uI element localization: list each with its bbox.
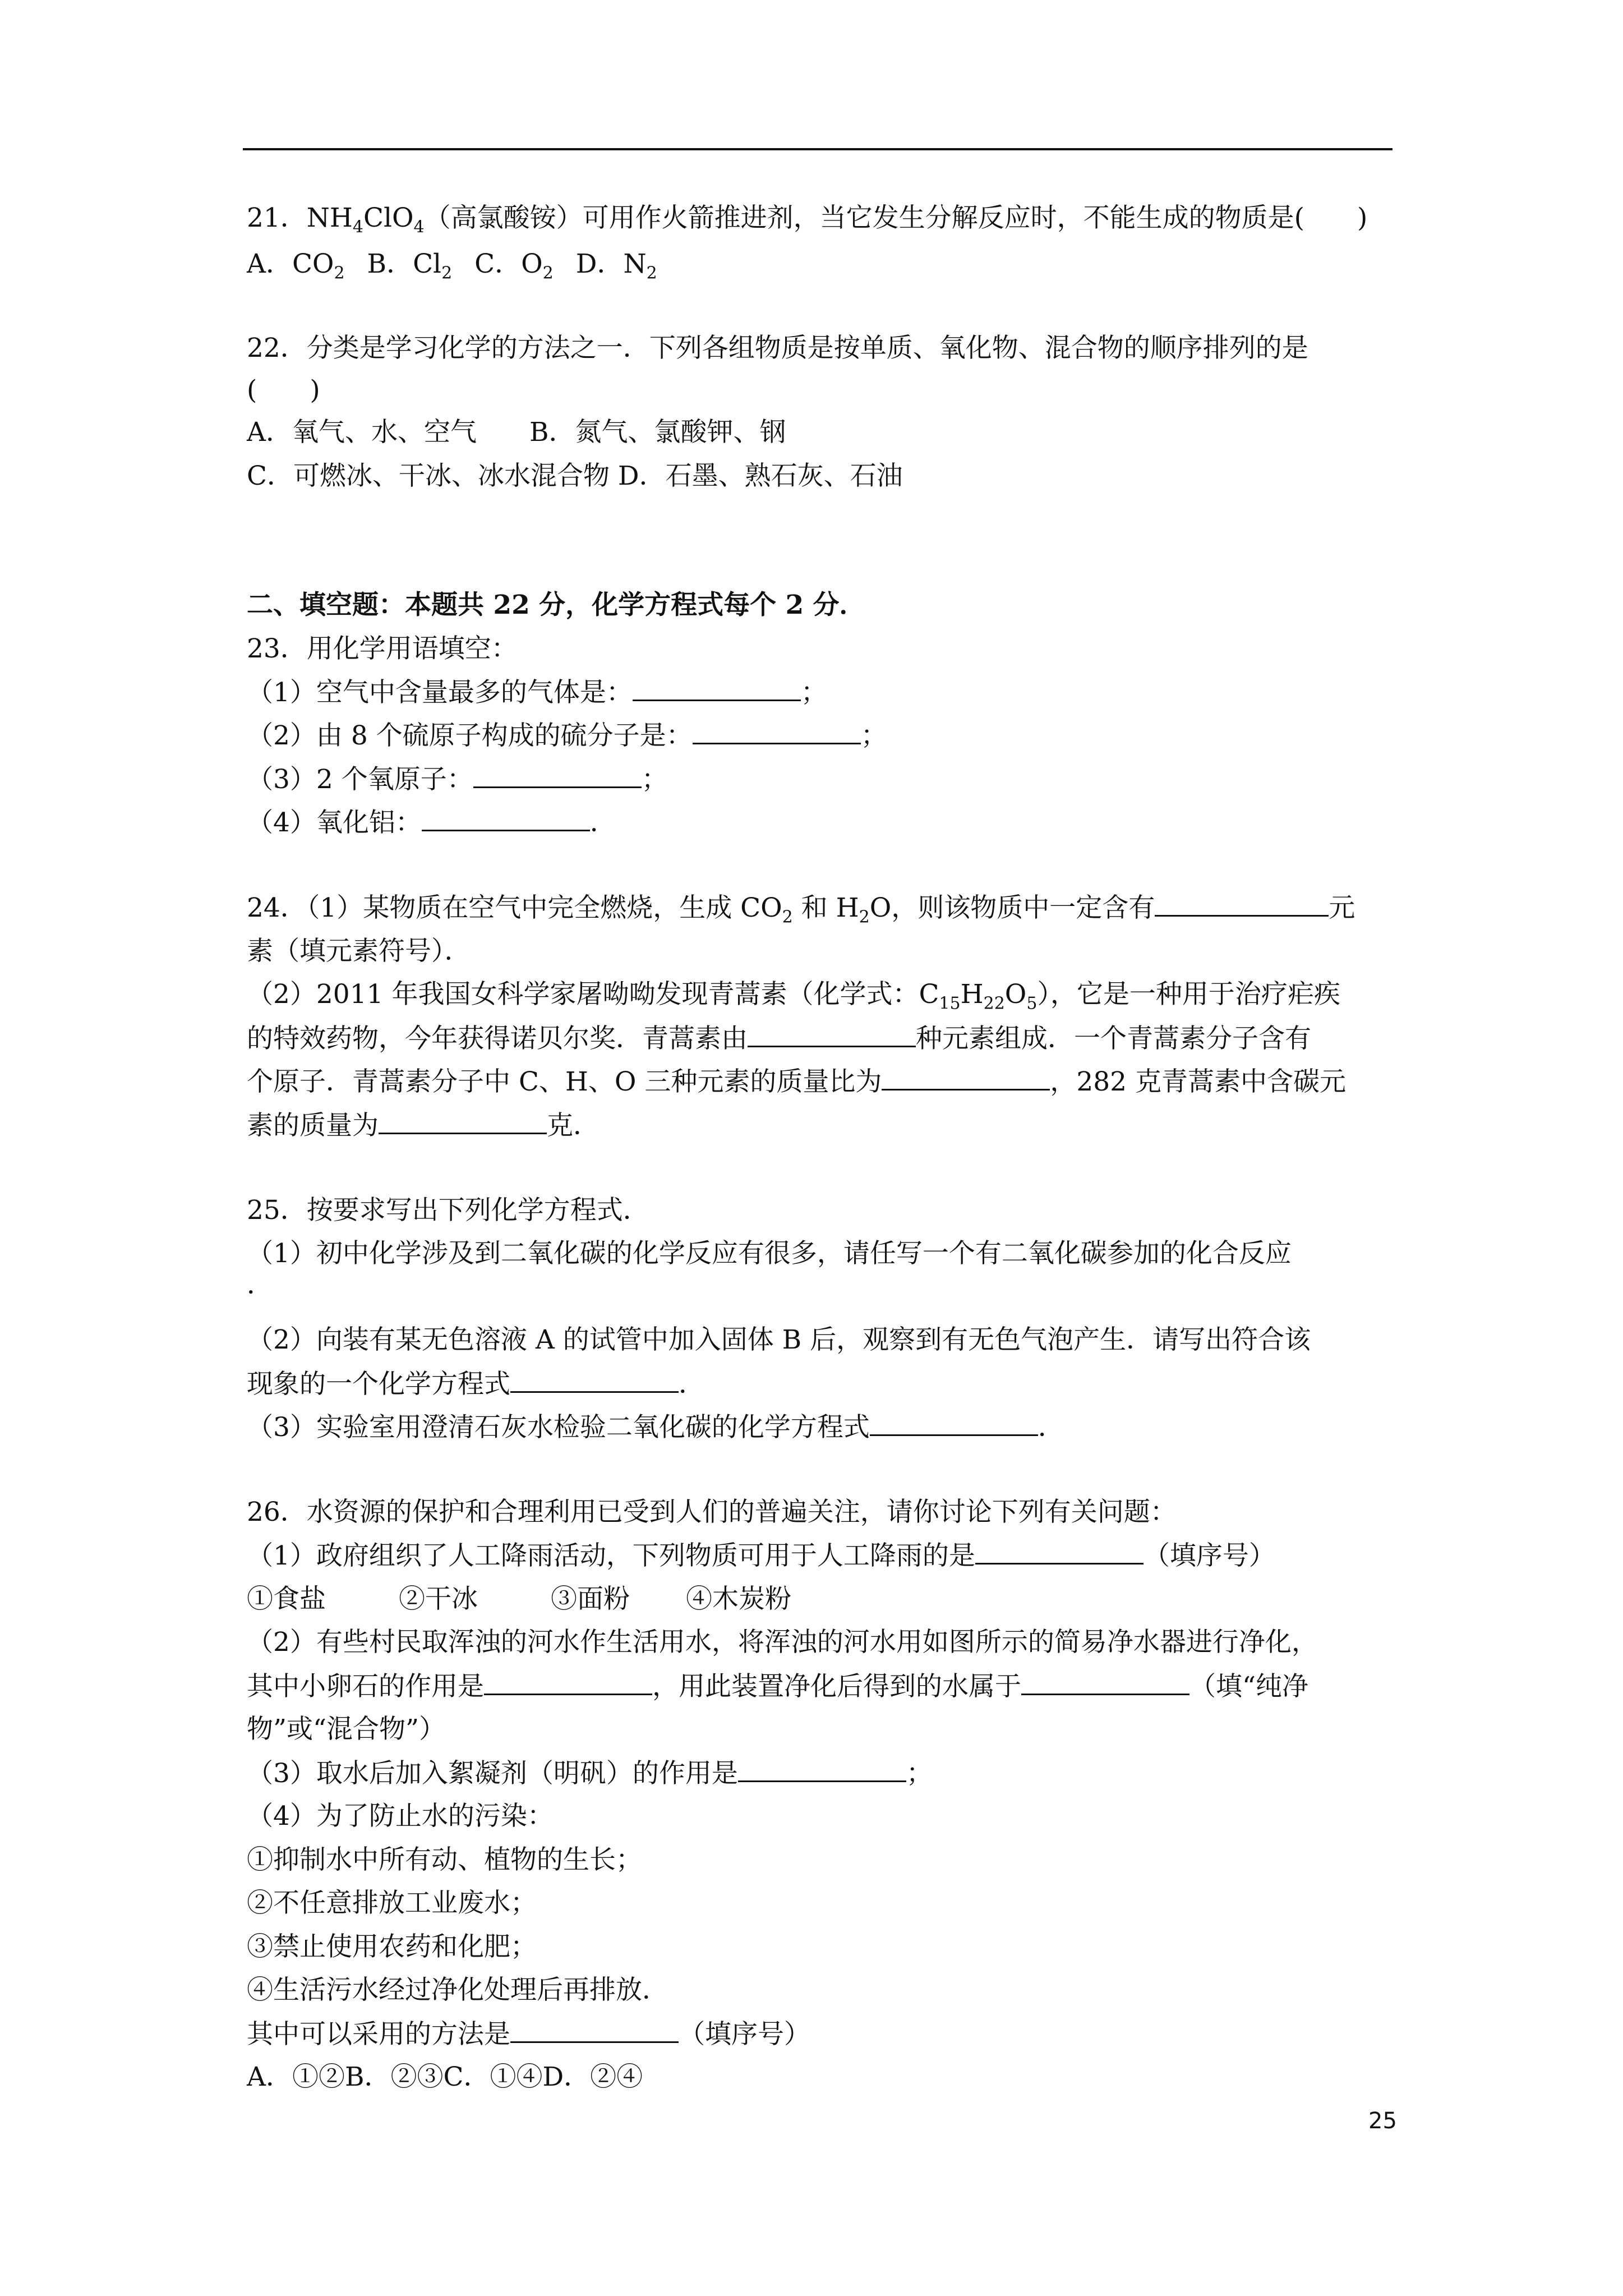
answer-blank[interactable] <box>510 2017 679 2043</box>
q22-options-ab: A．氧气、水、空气 B．氮气、氯酸钾、钢 <box>247 417 786 448</box>
q26-part1-options: ①食盐 ②干冰 ③面粉 ④木炭粉 <box>247 1584 791 1614</box>
q26-method-2: ②不任意排放工业废水； <box>247 1888 537 1918</box>
q26-method-3: ③禁止使用农药和化肥； <box>247 1931 537 1962</box>
q26-options: A．①②B．②③C．①④D．②④ <box>247 2062 643 2092</box>
q25-part1-end: ． <box>247 1269 273 1300</box>
q24-line2: 素（填元素符号）． <box>247 936 471 967</box>
q21-options: A．$CO_2$ B．$Cl_2$ C．$O_2$ D．$N_2$ <box>247 249 657 283</box>
q23-part3: （3）2 个氧原子： ； <box>247 762 1396 797</box>
q26-method-4: ④生活污水经过净化处理后再排放． <box>247 1975 668 2005</box>
q22-stem: 22．分类是学习化学的方法之一．下列各组物质是按单质、氧化物、混合物的顺序排列的是 <box>247 333 1308 364</box>
q24-line1: 24．（1）某物质在空气中完全燃烧，生成 $CO_2$ 和 $H_2O$，则该物质中一定含有 元 <box>247 890 1396 925</box>
answer-blank[interactable] <box>693 718 861 744</box>
answer-blank[interactable] <box>379 1108 547 1134</box>
q24-line3: （2）2011 年我国女科学家屠呦呦发现青蒿素（化学式：$C_{15}H_{22}O_5$），它是一种用于治疗疟疾 <box>247 979 1340 1014</box>
q25-part2b: 现象的一个化学方程式 ． <box>247 1366 1396 1401</box>
q23-part1: （1）空气中含量最多的气体是： ； <box>247 675 1396 710</box>
q25-part3: （3）实验室用澄清石灰水检验二氧化碳的化学方程式 ． <box>247 1410 1396 1444</box>
q26-part4: （4）为了防止水的污染： <box>247 1801 554 1832</box>
answer-blank[interactable] <box>633 675 801 701</box>
q26-part2: （2）有些村民取浑浊的河水作生活用水，将浑浊的河水用如图所示的简易净水器进行净化， <box>247 1627 1318 1658</box>
q25-part2: （2）向装有某无色溶液 A 的试管中加入固体 B 后，观察到有无色气泡产生．请写出符合该 <box>247 1324 1311 1355</box>
answer-blank[interactable] <box>738 1756 906 1782</box>
header-rule <box>243 148 1393 150</box>
answer-blank[interactable] <box>882 1064 1050 1091</box>
answer-blank[interactable] <box>1021 1669 1189 1695</box>
q26-part2b: 其中小卵石的作用是 ，用此装置净化后得到的水属于 （填“纯净 <box>247 1669 1396 1704</box>
answer-blank[interactable] <box>1155 890 1329 917</box>
q23-part2: （2）由 8 个硫原子构成的硫分子是： ； <box>247 718 1396 753</box>
answer-blank[interactable] <box>422 805 590 831</box>
q26-part2c: 物”或“混合物”） <box>247 1714 446 1745</box>
q26-ask: 其中可以采用的方法是 （填序号） <box>247 2017 1396 2051</box>
answer-blank[interactable] <box>748 1021 916 1047</box>
answer-blank[interactable] <box>870 1410 1038 1436</box>
page-number: 25 <box>1368 2108 1397 2134</box>
q26-part3: （3）取水后加入絮凝剂（明矾）的作用是 ； <box>247 1756 1396 1791</box>
q24-line5: 个原子．青蒿素分子中 C、H、O 三种元素的质量比为 ，282 克青蒿素中含碳元 <box>247 1064 1396 1099</box>
q23-part4: （4）氧化铝： ． <box>247 805 1396 840</box>
answer-blank[interactable] <box>473 762 642 788</box>
q23-stem: 23．用化学用语填空： <box>247 633 518 664</box>
answer-blank[interactable] <box>510 1366 679 1393</box>
q21-stem: 21．$NH_4ClO_4$（高氯酸铵）可用作火箭推进剂，当它发生分解反应时，不能生成的物质是( ) <box>247 203 1368 237</box>
answer-blank[interactable] <box>484 1669 652 1695</box>
q26-method-1: ①抑制水中所有动、植物的生长； <box>247 1844 642 1875</box>
section-title: 二、填空题：本题共 22 分，化学方程式每个 2 分． <box>247 590 866 620</box>
q22-options-cd: C．可燃冰、干冰、冰水混合物 D．石墨、熟石灰、石油 <box>247 461 903 491</box>
q24-line6: 素的质量为 克． <box>247 1108 1396 1143</box>
q24-line4: 的特效药物，今年获得诺贝尔奖．青蒿素由 种元素组成．一个青蒿素分子含有 <box>247 1021 1396 1056</box>
q25-part1: （1）初中化学涉及到二氧化碳的化学反应有很多，请任写一个有二氧化碳参加的化合反应 <box>247 1238 1292 1269</box>
q25-stem: 25．按要求写出下列化学方程式． <box>247 1195 649 1226</box>
answer-blank[interactable] <box>975 1538 1144 1565</box>
q22-paren: ( ) <box>247 375 320 406</box>
q26-stem: 26．水资源的保护和合理利用已受到人们的普遍关注，请你讨论下列有关问题： <box>247 1497 1177 1527</box>
q26-part1: （1）政府组织了人工降雨活动，下列物质可用于人工降雨的是 （填序号） <box>247 1538 1396 1573</box>
